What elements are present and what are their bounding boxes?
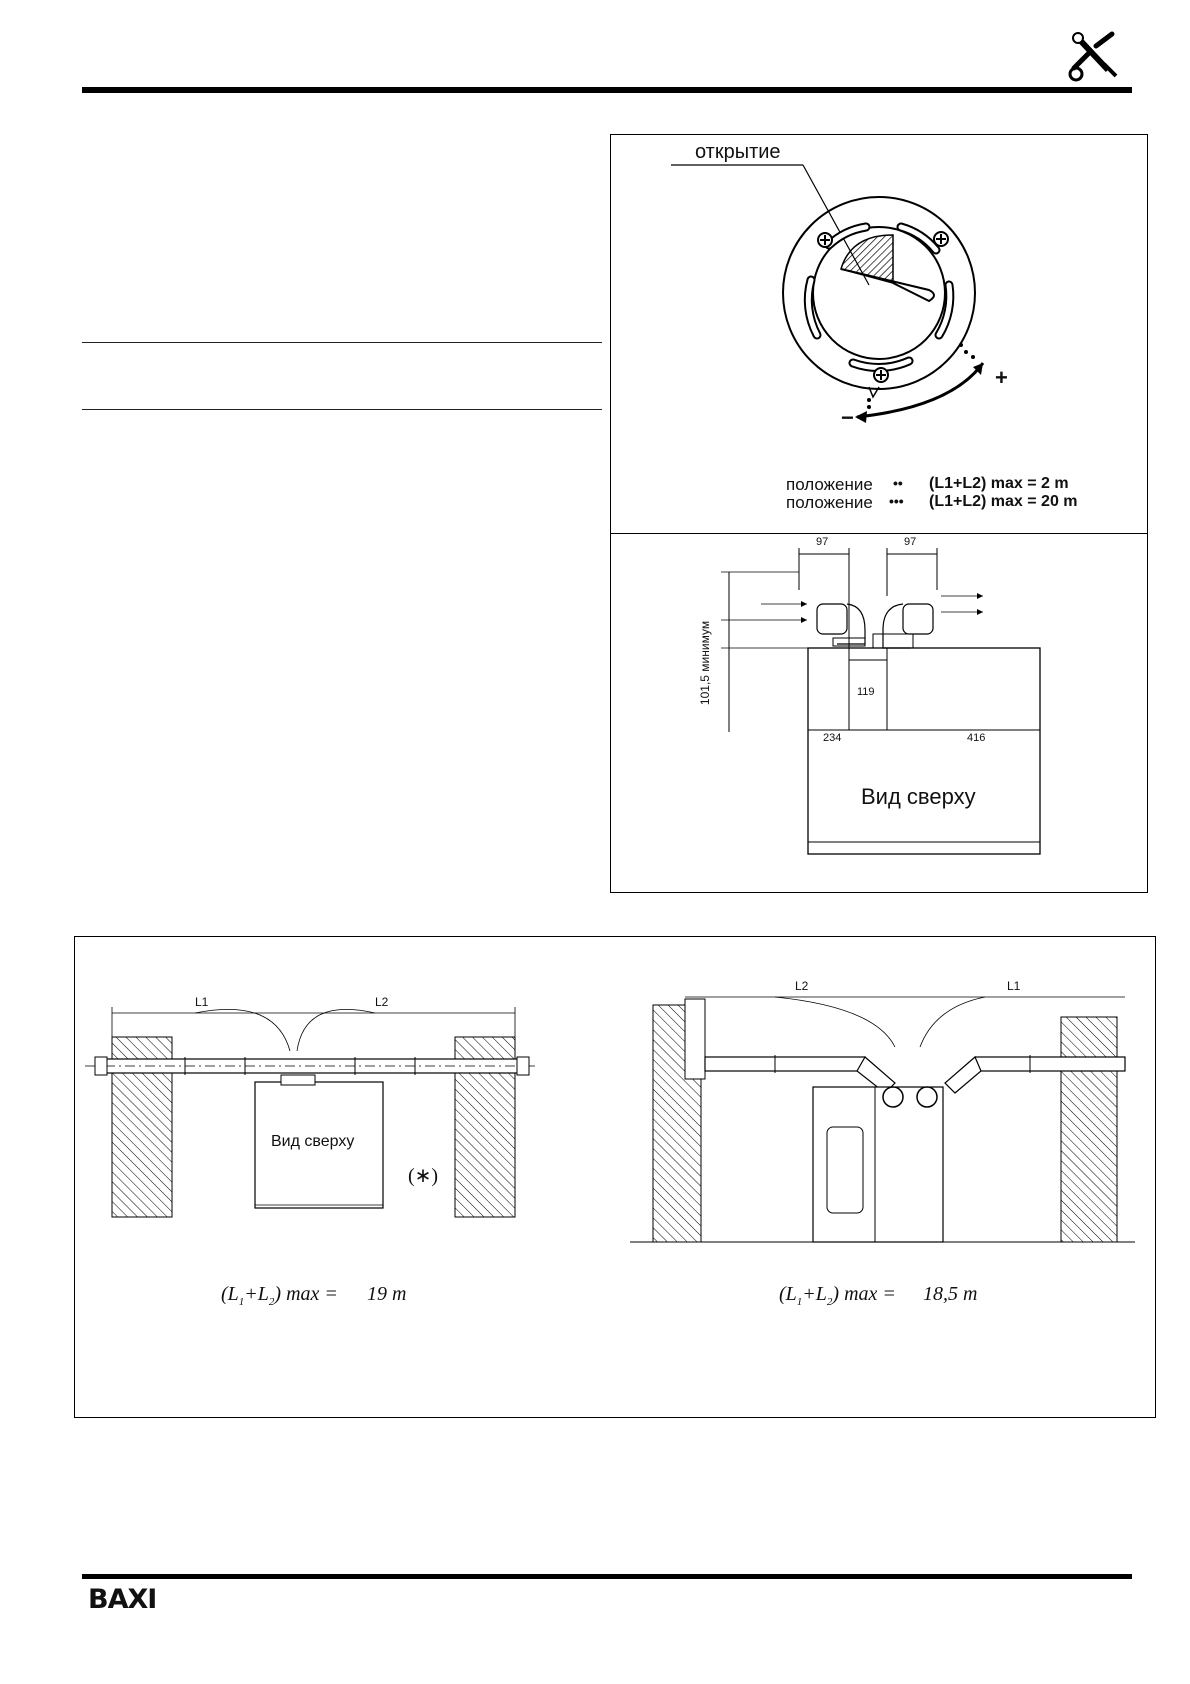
position-2-value: (L1+L2) max = 20 m — [929, 493, 1078, 510]
footer-rule — [82, 1574, 1132, 1579]
dim-416: 416 — [967, 732, 986, 744]
dimensions-figure — [610, 533, 1148, 893]
plus-sign: + — [995, 365, 1008, 390]
position-1-dots: •• — [893, 475, 903, 491]
dim-119: 119 — [857, 686, 875, 698]
position-1-label: положение — [786, 475, 873, 494]
section-rule-1 — [82, 342, 602, 343]
right-formula-value: 18,5 m — [923, 1283, 978, 1305]
damper-figure — [610, 134, 1148, 534]
position-1-value: (L1+L2) max = 2 m — [929, 475, 1069, 492]
baxi-logo: BAXI — [88, 1584, 157, 1615]
tools-icon — [1068, 30, 1120, 82]
dim-min-vertical: 101,5 минимум — [698, 620, 713, 706]
left-l2-label: L2 — [375, 995, 389, 1009]
position-2-label: положение — [786, 493, 873, 512]
top-view-label: Вид сверху — [861, 784, 976, 809]
left-formula-value: 19 m — [367, 1283, 407, 1305]
right-l2-label: L2 — [795, 979, 809, 993]
asterisk-mark: (∗) — [408, 1165, 439, 1187]
right-l1-label: L1 — [1007, 979, 1021, 993]
position-2-dots: ••• — [889, 493, 904, 509]
header-rule — [82, 87, 1132, 93]
installation-figure — [74, 936, 1156, 1418]
minus-sign: − — [841, 405, 854, 430]
opening-label: открытие — [695, 141, 781, 163]
dim-234: 234 — [823, 732, 842, 744]
left-top-view-label: Вид сверху — [271, 1133, 355, 1150]
dim-97-right: 97 — [904, 536, 917, 548]
left-formula: $(L_1+L_2) \max$ = — [221, 1283, 338, 1308]
section-rule-2 — [82, 409, 602, 410]
dim-97-left: 97 — [816, 536, 829, 548]
left-l1-label: L1 — [195, 995, 209, 1009]
right-formula: $(L_1+L_2) \max$ = — [779, 1283, 896, 1308]
